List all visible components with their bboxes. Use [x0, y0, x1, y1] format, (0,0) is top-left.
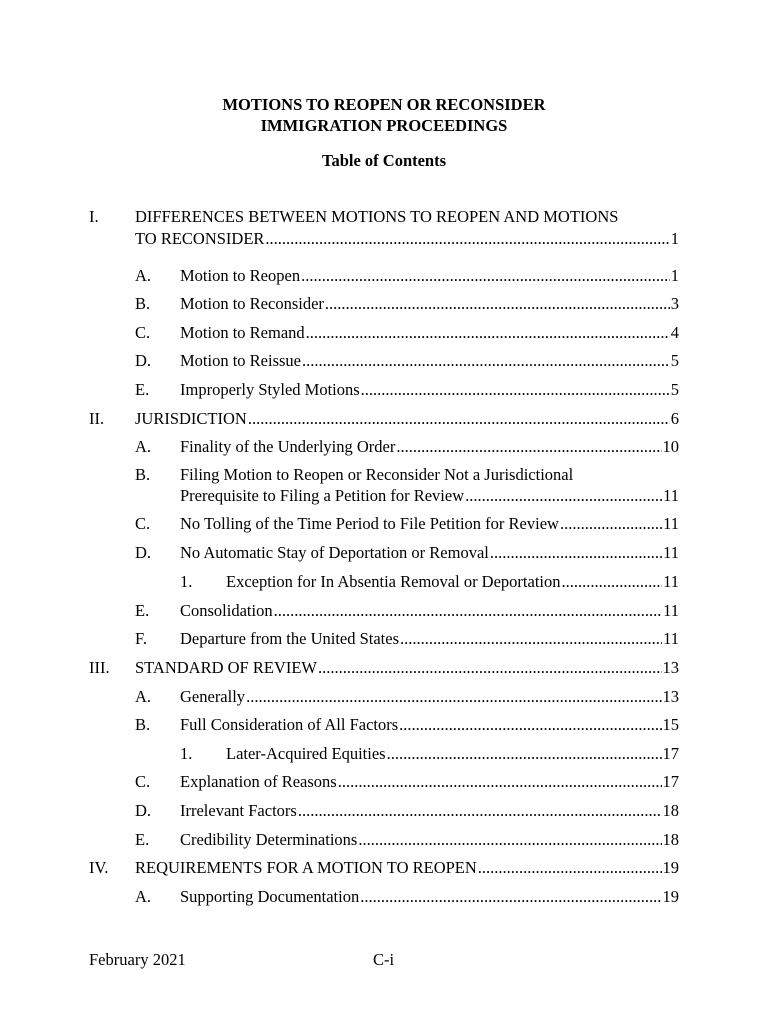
toc-entry-2d1[interactable] [226, 574, 679, 591]
document-title-line-2: IMMIGRATION PROCEEDINGS [260, 116, 508, 135]
toc-entry-1b[interactable] [180, 296, 679, 313]
toc-leader-dots [360, 889, 661, 906]
toc-leader-dots [387, 746, 662, 763]
toc-number-2d: D. [135, 543, 152, 562]
toc-number-section-4: IV. [89, 858, 109, 877]
toc-page-number: 11 [663, 629, 679, 648]
toc-entry-section-4[interactable] [135, 860, 679, 877]
toc-page-number: 15 [662, 715, 679, 734]
toc-leader-dots [490, 545, 662, 562]
toc-number-section-1: I. [89, 207, 99, 226]
toc-page-number: 4 [670, 323, 679, 342]
toc-text-3b: Full Consideration of All Factors [180, 715, 399, 734]
toc-leader-dots [248, 411, 670, 428]
toc-text-section-1-line-1: DIFFERENCES BETWEEN MOTIONS TO REOPEN AND MOTIONS [135, 207, 619, 226]
toc-text-2c: No Tolling of the Time Period to File Petition for Review [180, 514, 559, 533]
toc-leader-dots [301, 268, 670, 285]
toc-leader-dots [318, 660, 661, 677]
toc-text-2e: Consolidation [180, 601, 273, 620]
toc-page-number: 11 [663, 601, 679, 620]
toc-number-1d: D. [135, 351, 152, 370]
toc-leader-dots [400, 631, 662, 648]
toc-page-number: 3 [670, 294, 679, 313]
toc-text-3e: Credibility Determinations [180, 830, 358, 849]
toc-leader-dots [478, 860, 662, 877]
toc-entry-2d[interactable] [180, 545, 679, 562]
toc-text-3c: Explanation of Reasons [180, 772, 337, 791]
toc-text-section-2: JURISDICTION [135, 409, 247, 428]
toc-leader-dots [298, 803, 662, 820]
toc-text-2f: Departure from the United States [180, 629, 400, 648]
toc-number-3d: D. [135, 801, 152, 820]
document-title-line-1: MOTIONS TO REOPEN OR RECONSIDER [222, 95, 546, 114]
toc-text-1d: Motion to Reissue [180, 351, 302, 370]
toc-entry-3b1[interactable] [226, 746, 679, 763]
toc-text-section-3: STANDARD OF REVIEW [135, 658, 318, 677]
toc-number-section-3: III. [89, 658, 110, 677]
toc-page-number: 13 [662, 687, 679, 706]
toc-number-2c: C. [135, 514, 151, 533]
toc-entry-1e[interactable] [180, 382, 679, 399]
toc-page-number: 5 [670, 380, 679, 399]
toc-page-number: 18 [662, 801, 679, 820]
toc-entry-2b[interactable] [180, 488, 679, 505]
toc-page-number: 19 [662, 887, 679, 906]
toc-text-2a: Finality of the Underlying Order [180, 437, 396, 456]
toc-page-number: 10 [662, 437, 679, 456]
toc-text-2b-line-1: Filing Motion to Reopen or Reconsider Not a Jurisdictional [180, 465, 574, 484]
toc-number-2d1: 1. [180, 572, 193, 591]
toc-leader-dots [396, 439, 661, 456]
toc-text-1a: Motion to Reopen [180, 266, 301, 285]
toc-number-3a: A. [135, 687, 152, 706]
toc-leader-dots [358, 832, 661, 849]
toc-page-number: 1 [670, 229, 679, 248]
toc-leader-dots [246, 689, 661, 706]
toc-entry-2f[interactable] [180, 631, 679, 648]
footer-page-label: C-i [373, 950, 395, 969]
toc-leader-dots [562, 574, 663, 591]
toc-page-number: 11 [663, 514, 679, 533]
toc-leader-dots [465, 488, 662, 505]
toc-number-3c: C. [135, 772, 151, 791]
toc-page-number: 6 [670, 409, 679, 428]
table-of-contents-heading: Table of Contents [321, 151, 447, 170]
toc-page-number: 11 [663, 486, 679, 505]
toc-entry-3d[interactable] [180, 803, 679, 820]
toc-number-2b: B. [135, 465, 151, 484]
toc-number-section-2: II. [89, 409, 105, 428]
toc-text-1b: Motion to Reconsider [180, 294, 324, 313]
toc-number-1a: A. [135, 266, 152, 285]
toc-leader-dots [306, 325, 670, 342]
toc-number-1b: B. [135, 294, 151, 313]
toc-entry-3b[interactable] [180, 717, 679, 734]
toc-page-number: 18 [662, 830, 679, 849]
toc-page-number: 11 [663, 572, 679, 591]
toc-text-1c: Motion to Remand [180, 323, 305, 342]
toc-number-3e: E. [135, 830, 150, 849]
toc-number-3b: B. [135, 715, 151, 734]
toc-entry-section-1[interactable] [135, 231, 679, 248]
toc-text-3b1: Later-Acquired Equities [226, 744, 386, 763]
toc-text-3a: Generally [180, 687, 246, 706]
toc-number-4a: A. [135, 887, 152, 906]
toc-text-section-4: REQUIREMENTS FOR A MOTION TO REOPEN [135, 858, 477, 877]
toc-text-3d: Irrelevant Factors [180, 801, 297, 820]
toc-leader-dots [560, 516, 662, 533]
toc-leader-dots [325, 296, 670, 313]
toc-entry-2c[interactable] [180, 516, 679, 533]
toc-page-number: 17 [662, 744, 679, 763]
toc-text-section-1-line-2: TO RECONSIDER [135, 229, 265, 248]
toc-leader-dots [338, 774, 662, 791]
toc-number-2e: E. [135, 601, 150, 620]
footer-date: February 2021 [89, 950, 186, 969]
toc-text-4a: Supporting Documentation [180, 887, 360, 906]
toc-entry-1c[interactable] [180, 325, 679, 342]
toc-number-1e: E. [135, 380, 150, 399]
toc-page-number: 1 [670, 266, 679, 285]
toc-number-2f: F. [135, 629, 147, 648]
toc-text-2d1: Exception for In Absentia Removal or Deportation [226, 572, 561, 591]
toc-leader-dots [399, 717, 661, 734]
toc-entry-2a[interactable] [180, 439, 679, 456]
toc-entry-4a[interactable] [180, 889, 679, 906]
toc-page-number: 19 [662, 858, 679, 877]
toc-entry-3c[interactable] [180, 774, 679, 791]
toc-entry-1d[interactable] [180, 353, 679, 370]
toc-number-1c: C. [135, 323, 151, 342]
toc-page-number: 5 [670, 351, 679, 370]
toc-leader-dots [265, 231, 669, 248]
toc-entry-2e[interactable] [180, 603, 679, 620]
toc-entry-3e[interactable] [180, 832, 679, 849]
toc-text-2b-line-2: Prerequisite to Filing a Petition for Review [180, 486, 465, 505]
toc-entry-3a[interactable] [180, 689, 679, 706]
toc-page-number: 11 [663, 543, 679, 562]
toc-leader-dots [274, 603, 663, 620]
toc-page-number: 17 [662, 772, 679, 791]
toc-text-1e: Improperly Styled Motions [180, 380, 360, 399]
toc-text-2d: No Automatic Stay of Deportation or Removal [180, 543, 489, 562]
toc-leader-dots [302, 353, 670, 370]
toc-entry-1a[interactable] [180, 268, 679, 285]
toc-number-2a: A. [135, 437, 152, 456]
toc-entry-section-3[interactable] [135, 660, 679, 677]
toc-page-number: 13 [662, 658, 679, 677]
toc-entry-section-2[interactable] [135, 411, 679, 428]
toc-leader-dots [361, 382, 670, 399]
toc-number-3b1: 1. [180, 744, 193, 763]
